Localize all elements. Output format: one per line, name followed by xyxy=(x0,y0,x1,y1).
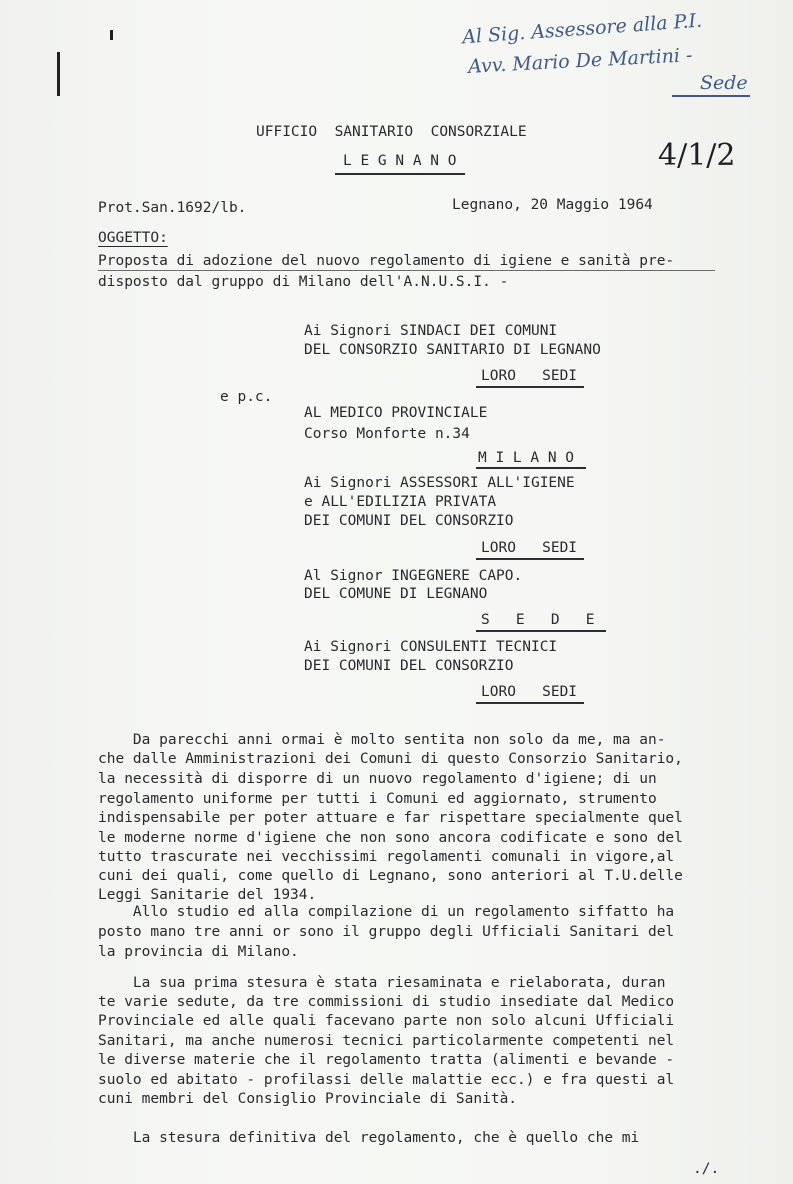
recipient-line: Ai Signori SINDACI DEI COMUNI xyxy=(304,323,558,339)
protocol-number: Prot.San.1692/lb. xyxy=(98,200,247,216)
place-underline xyxy=(476,558,584,560)
body-line: che dalle Amministrazioni dei Comuni di questo Consorzio Sanitario, xyxy=(98,751,683,767)
body-line: Sanitari, ma anche numerosi tecnici particolarmente competenti nel xyxy=(98,1033,675,1049)
city-heading: L E G N A N O xyxy=(343,153,457,169)
body-line: cuni dei quali, come quello di Legnano, sono anteriori al T.U.delle xyxy=(98,868,683,884)
body-line: Provinciale ed alle quali facevano parte non solo alcuni Ufficiali xyxy=(98,1013,675,1029)
recipient-line: DEL CONSORZIO SANITARIO DI LEGNANO xyxy=(304,342,601,358)
body-line: le moderne norme d'igiene che non sono ancora codificate e sono del xyxy=(98,830,683,846)
handwritten-date-mark: 4/1/2 xyxy=(658,138,736,173)
margin-mark xyxy=(57,52,60,96)
recipient-line: Ai Signori ASSESSORI ALL'IGIENE xyxy=(304,475,575,491)
body-line: regolamento uniforme per tutti i Comuni ed aggiornato, strumento xyxy=(98,791,657,807)
city-underline xyxy=(335,173,465,175)
place-underline xyxy=(476,630,606,632)
handwritten-note-line2: Avv. Mario De Martini - xyxy=(467,44,693,78)
body-line: la necessità di disporre di un nuovo regolamento d'igiene; di un xyxy=(98,771,657,787)
recipient-line: AL MEDICO PROVINCIALE xyxy=(304,405,488,421)
recipient-place: M I L A N O xyxy=(478,450,575,466)
handwritten-underline xyxy=(672,95,750,97)
recipient-line: DEL COMUNE DI LEGNANO xyxy=(304,586,488,602)
recipient-line: Al Signor INGEGNERE CAPO. xyxy=(304,568,523,584)
recipient-line: Corso Monforte n.34 xyxy=(304,426,470,442)
body-line: tutto trascurate nei vecchissimi regolamenti comunali in vigore,al xyxy=(98,849,675,865)
body-line: suolo ed abitato - profilassi delle malattie ecc.) e fra questi al xyxy=(98,1072,675,1088)
body-line: indispensabile per poter attuare e far rispettare specialmente quel xyxy=(98,810,683,826)
handwritten-note-line3: Sede xyxy=(700,72,748,94)
subject-underline xyxy=(98,270,715,271)
body-line: La sua prima stesura è stata riesaminata e rielaborata, duran xyxy=(98,975,666,991)
recipient-place: LORO SEDI xyxy=(481,368,578,384)
body-line: cuni membri del Consiglio Provinciale di Sanità. xyxy=(98,1091,518,1107)
body-line: Allo studio ed alla compilazione di un regolamento siffatto ha xyxy=(98,904,675,920)
body-line: La stesura definitiva del regolamento, che è quello che mi xyxy=(98,1130,640,1146)
handwritten-note-line1: Al Sig. Assessore alla P.I. xyxy=(461,9,703,49)
body-line: la provincia di Milano. xyxy=(98,944,299,960)
subject-line: Proposta di adozione del nuovo regolamento di igiene e sanità pre- xyxy=(98,253,675,269)
recipient-place: S E D E xyxy=(481,612,595,628)
recipient-line: DEI COMUNI DEL CONSORZIO xyxy=(304,658,514,674)
recipient-place: LORO SEDI xyxy=(481,540,578,556)
body-line: Da parecchi anni ormai è molto sentita non solo da me, ma an- xyxy=(98,732,666,748)
recipient-line: DEI COMUNI DEL CONSORZIO xyxy=(304,513,514,529)
body-line: posto mano tre anni or sono il gruppo degli Ufficiali Sanitari del xyxy=(98,924,675,940)
subject-line: disposto dal gruppo di Milano dell'A.N.U.S.I. - xyxy=(98,274,509,290)
body-line: le diverse materie che il regolamento tratta (alimenti e bevande - xyxy=(98,1052,675,1068)
continuation-mark: ./. xyxy=(693,1161,720,1177)
recipient-line: e ALL'EDILIZIA PRIVATA xyxy=(304,494,497,510)
place-date: Legnano, 20 Maggio 1964 xyxy=(452,197,653,213)
recipient-place: LORO SEDI xyxy=(481,684,578,700)
subject-label: OGGETTO: xyxy=(98,230,168,246)
office-heading: UFFICIO SANITARIO CONSORZIALE xyxy=(256,124,527,140)
margin-mark xyxy=(110,30,113,40)
body-line: te varie sedute, da tre commissioni di studio insediate dal Medico xyxy=(98,994,675,1010)
body-line: Leggi Sanitarie del 1934. xyxy=(98,887,317,903)
recipient-line: Ai Signori CONSULENTI TECNICI xyxy=(304,639,558,655)
place-underline xyxy=(476,467,586,469)
place-underline xyxy=(476,702,584,704)
place-underline xyxy=(476,386,584,388)
cc-label: e p.c. xyxy=(220,389,273,405)
